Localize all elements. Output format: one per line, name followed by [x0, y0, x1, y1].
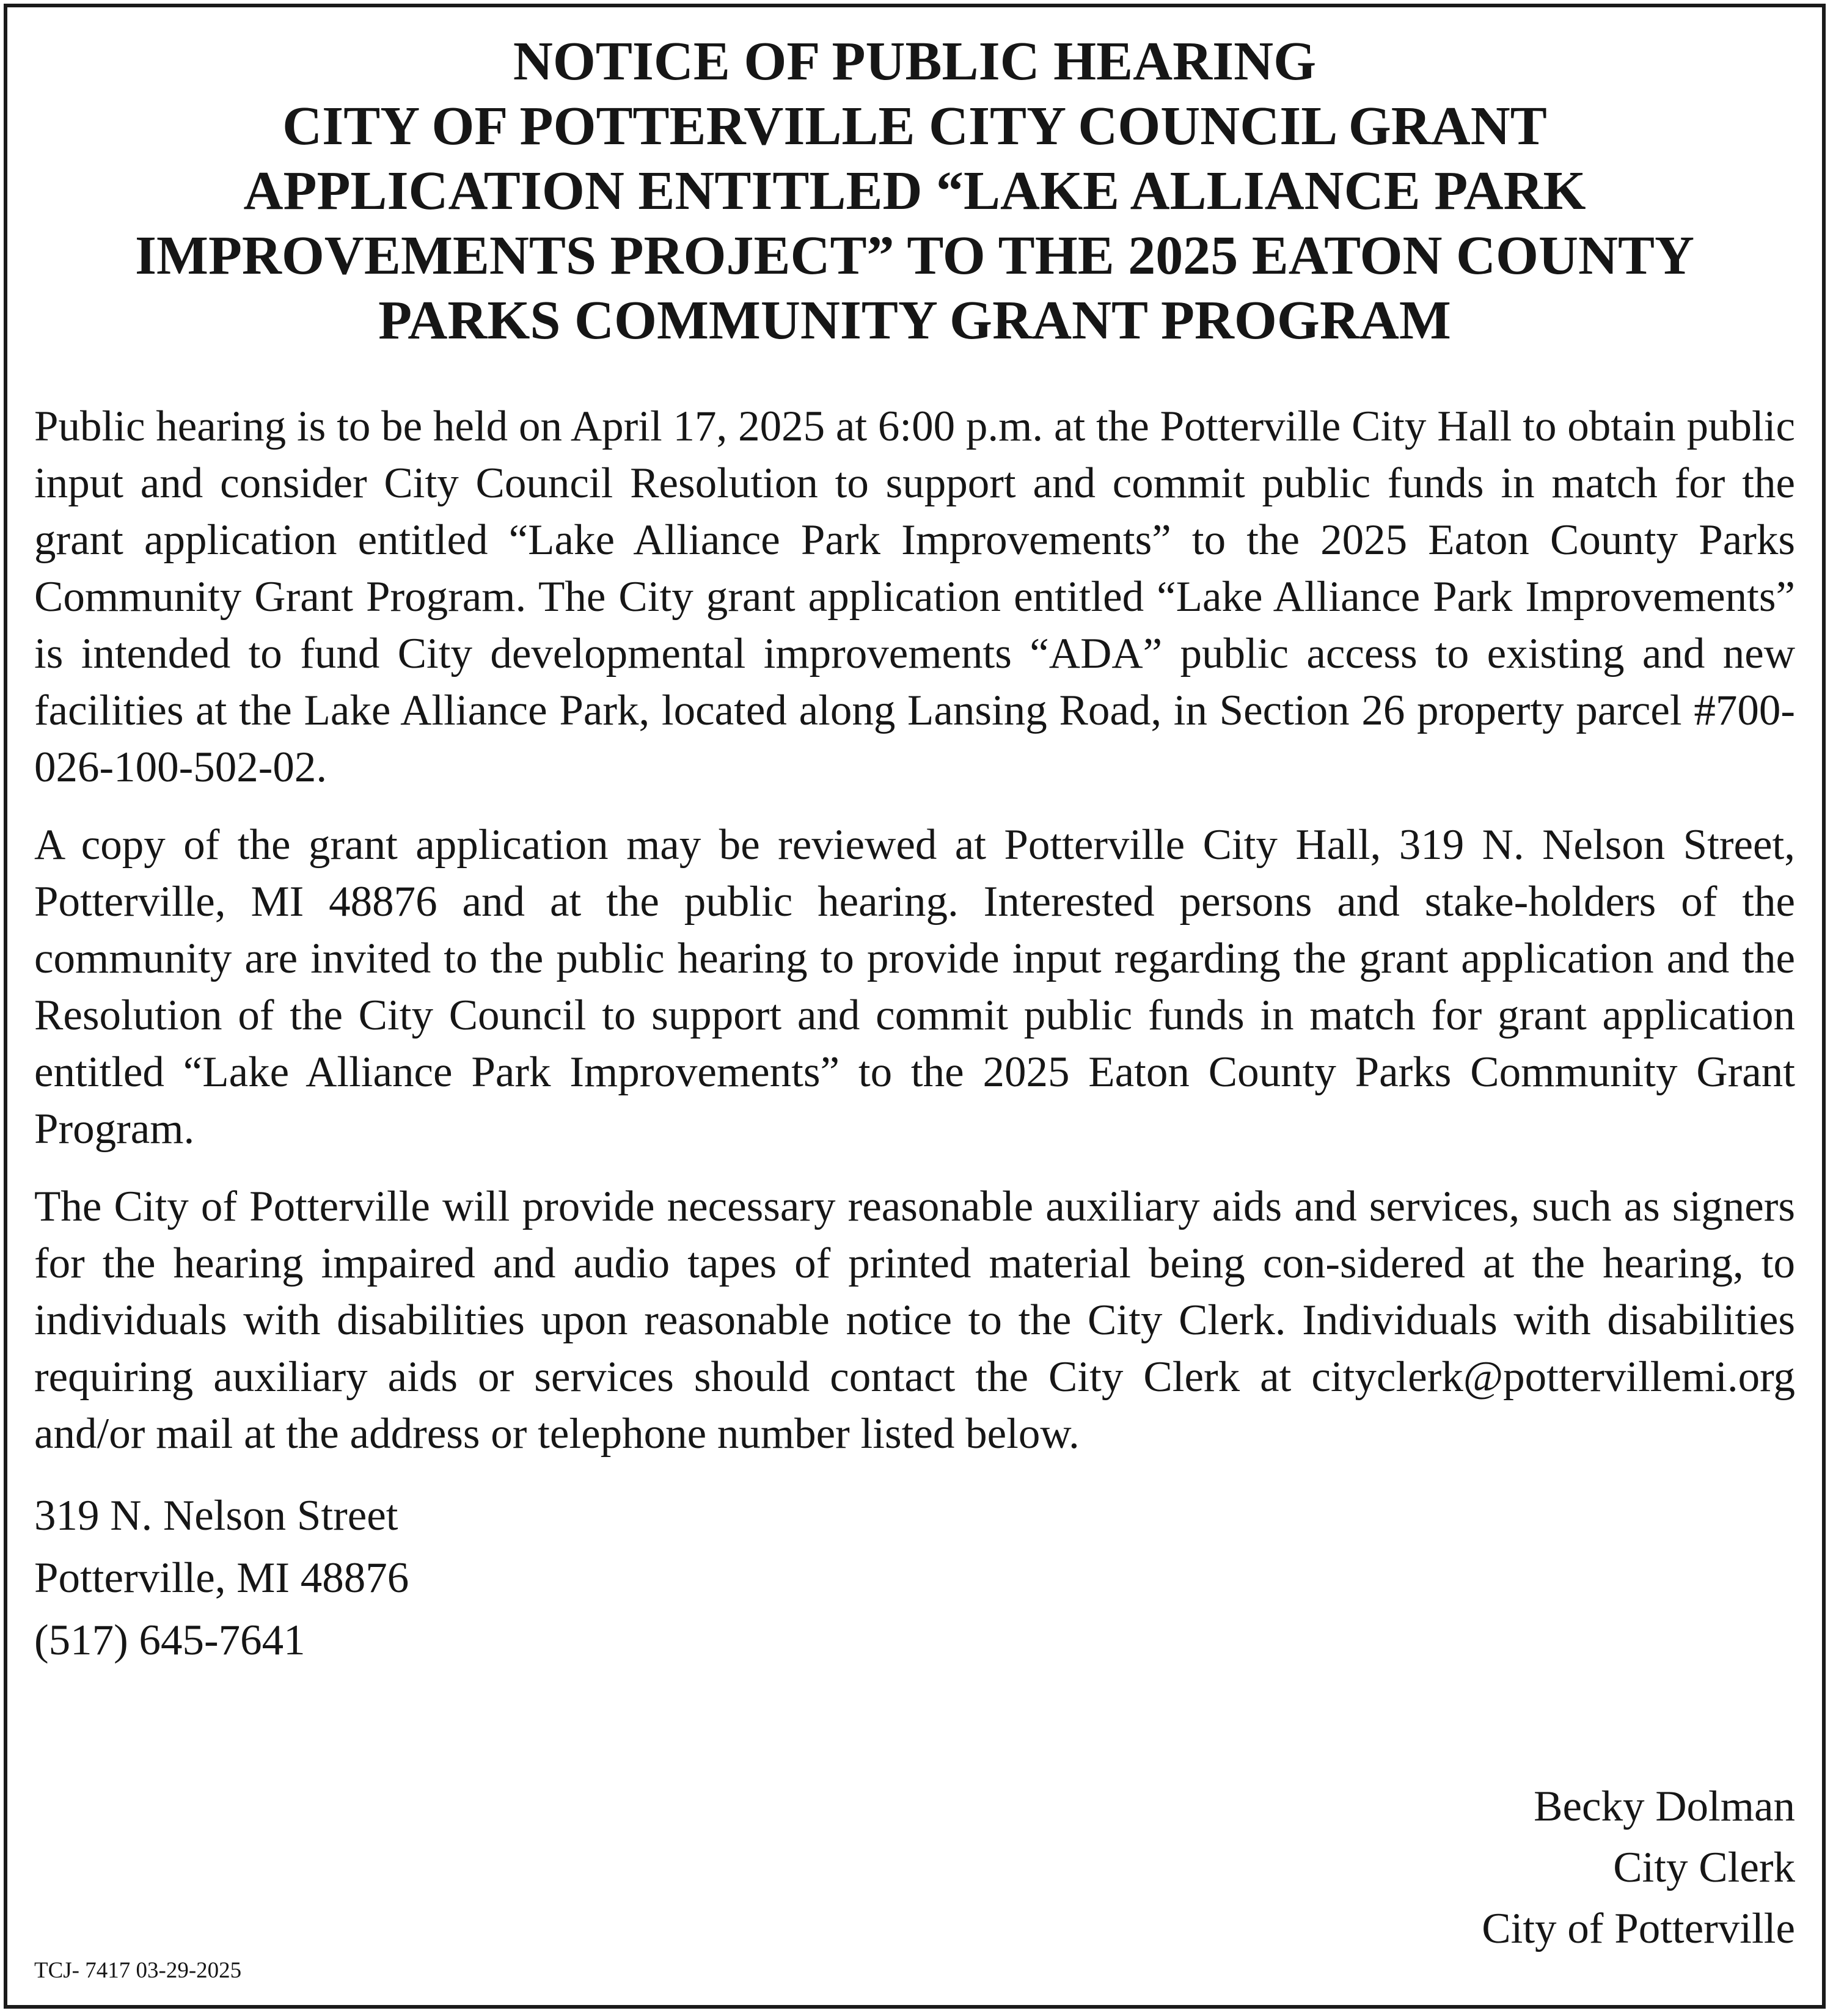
hearing-paragraph: Public hearing is to be held on April 17, 2025 at 6:00 p.m. at the Potterville City Hall to obtain public input and consider City Council Resolution to support and commit public funds in match for the grant application entitled “Lake Alliance Park Improvements” to the 2025 Eaton County Parks Community Grant Program. The City grant application entitled “Lake Alliance Park Improvements” is intended to fund City developmental improvements “ADA” public access to existing and new facilities at the Lake Alliance Park, located along Lansing Road, in Section 26 property parcel #700-026-100-502-02. — [34, 403, 1795, 791]
notice-body — [34, 398, 1795, 1671]
public-notice — [4, 4, 1826, 2009]
city-hall-address — [34, 1485, 1795, 1671]
review-paragraph: A copy of the grant application may be reviewed at Potterville City Hall, 319 N. Nelson Street, Potterville, MI 48876 and at the public hearing. Interested persons and stake-holders of the community are invited to the public hearing to provide input regarding the grant application and the Resolution of the City Council to support and commit public funds in match for grant application entitled “Lake Alliance Park Improvements” to the 2025 Eaton County Parks Community Grant Program. — [34, 821, 1795, 1153]
title-line: NOTICE OF PUBLIC HEARING — [513, 31, 1317, 92]
publication-reference: TCJ- 7417 03-29-2025 — [34, 1958, 242, 1983]
title-line: PARKS COMMUNITY GRANT PROGRAM — [378, 290, 1451, 351]
title-line: APPLICATION ENTITLED “LAKE ALLIANCE PARK — [243, 161, 1586, 221]
address-city: Potterville, MI 48876 — [34, 1554, 409, 1602]
signature-block — [1482, 1776, 1795, 1959]
title-line: IMPROVEMENTS PROJECT” TO THE 2025 EATON COUNTY — [134, 225, 1695, 286]
address-street: 319 N. Nelson Street — [34, 1492, 398, 1539]
address-phone: (517) 645-7641 — [34, 1616, 306, 1664]
signer-title: City Clerk — [1613, 1844, 1795, 1891]
accessibility-paragraph: The City of Potterville will provide necessary reasonable auxiliary aids and services, such as signers for the hearing impaired and audio tapes of printed material being con-sidered at the hearing, to individuals with disabilities upon reasonable notice to the City Clerk. Individuals with disabilities requiring auxiliary aids or services should contact the City Clerk at cityclerk@pottervillemi.org and/or mail at the address or telephone number listed below. — [34, 1183, 1795, 1458]
notice-title — [32, 29, 1798, 353]
title-line: CITY OF POTTERVILLE CITY COUNCIL GRANT — [282, 96, 1547, 156]
signer-organization: City of Potterville — [1482, 1905, 1795, 1952]
signer-name: Becky Dolman — [1534, 1783, 1795, 1830]
